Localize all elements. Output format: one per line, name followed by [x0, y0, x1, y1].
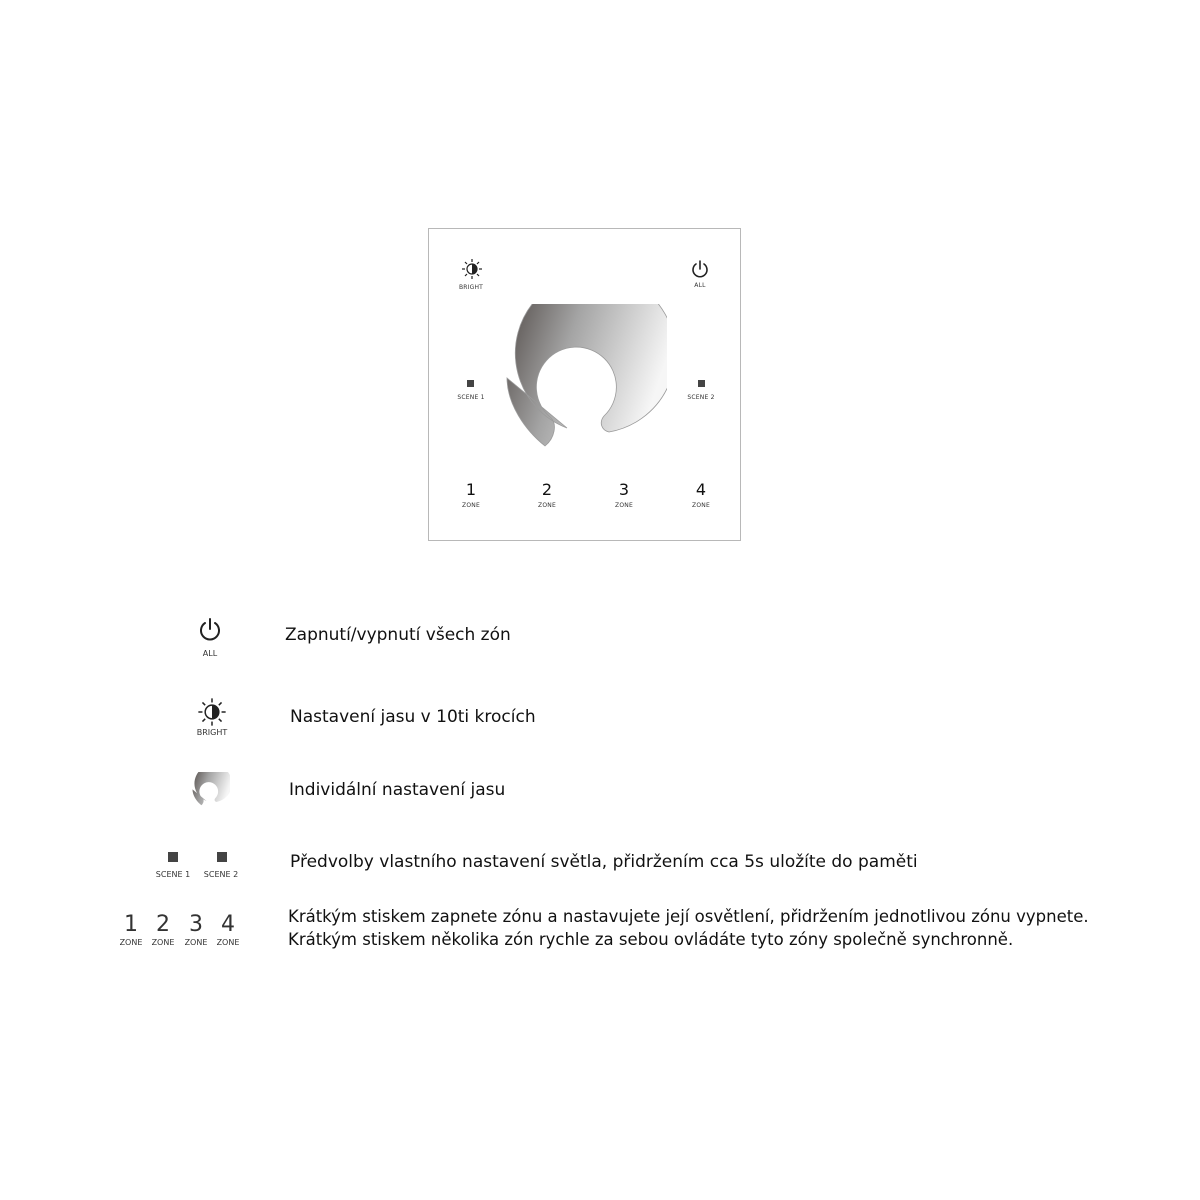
zone-number: 3 — [189, 912, 203, 937]
zone-label: ZONE — [538, 502, 556, 509]
legend-zones-text-line2: Krátkým stiskem několika zón rychle za sebou ovládáte tyto zóny společně synchronně. — [288, 930, 1014, 949]
zone-label: ZONE — [216, 938, 240, 947]
zone-number: 4 — [695, 480, 707, 499]
legend-zone-4 — [213, 912, 243, 948]
bright-button[interactable] — [452, 257, 490, 293]
scene1-square-icon — [168, 852, 178, 862]
bright-label: BRIGHT — [458, 284, 484, 291]
legend-zone-2 — [148, 912, 178, 948]
scene2-button[interactable] — [682, 378, 720, 404]
legend-scene1-symbol — [152, 851, 194, 881]
legend-dimmer-wheel-icon — [192, 772, 230, 809]
legend-wheel-text: Individální nastavení jasu — [289, 780, 506, 800]
legend-zone-1 — [116, 912, 146, 948]
zone-number: 3 — [618, 480, 630, 499]
legend-scene2-caption: SCENE 2 — [203, 870, 239, 879]
dimmer-wheel[interactable] — [505, 304, 667, 462]
zone-label: ZONE — [692, 502, 710, 509]
zone-number: 2 — [156, 912, 170, 937]
brightness-icon — [197, 697, 227, 727]
zone-button-1[interactable] — [456, 480, 486, 512]
scene1-label: SCENE 1 — [457, 394, 485, 401]
legend-bright-text: Nastavení jasu v 10ti krocích — [290, 707, 536, 727]
brightness-icon — [461, 258, 483, 280]
zone-button-3[interactable] — [609, 480, 639, 512]
zone-number: 1 — [124, 912, 138, 937]
scene2-square-icon — [217, 852, 227, 862]
zone-label: ZONE — [151, 938, 175, 947]
zone-number: 2 — [541, 480, 553, 499]
zone-button-2[interactable] — [532, 480, 562, 512]
scene2-square-icon — [698, 380, 705, 387]
legend-scene1-caption: SCENE 1 — [155, 870, 191, 879]
zone-number: 4 — [221, 912, 235, 937]
legend-zones-text-line1: Krátkým stiskem zapnete zónu a nastavujete její osvětlení, přidržením jednotlivou zónu vypnete. — [288, 907, 1089, 926]
zone-label: ZONE — [462, 502, 480, 509]
legend-power-text: Zapnutí/vypnutí všech zón — [285, 625, 511, 645]
zone-label: ZONE — [119, 938, 143, 947]
zone-number: 1 — [465, 480, 477, 499]
scene2-label: SCENE 2 — [687, 394, 715, 401]
legend-bright-symbol — [190, 697, 234, 741]
zone-button-4[interactable] — [686, 480, 716, 512]
zone-label: ZONE — [615, 502, 633, 509]
legend-scenes-text: Předvolby vlastního nastavení světla, přidržením cca 5s uložíte do paměti — [290, 852, 918, 872]
scene1-square-icon — [467, 380, 474, 387]
zone-label: ZONE — [184, 938, 208, 947]
power-icon — [198, 617, 222, 643]
legend-zone-3 — [181, 912, 211, 948]
all-power-button[interactable] — [682, 257, 718, 291]
legend-power-symbol — [190, 617, 230, 661]
power-icon — [690, 259, 710, 279]
legend-scene2-symbol — [200, 851, 242, 881]
scene1-button[interactable] — [452, 378, 490, 404]
all-label: ALL — [694, 282, 706, 289]
legend-bright-caption: BRIGHT — [196, 728, 228, 737]
legend-all-caption: ALL — [202, 649, 218, 658]
